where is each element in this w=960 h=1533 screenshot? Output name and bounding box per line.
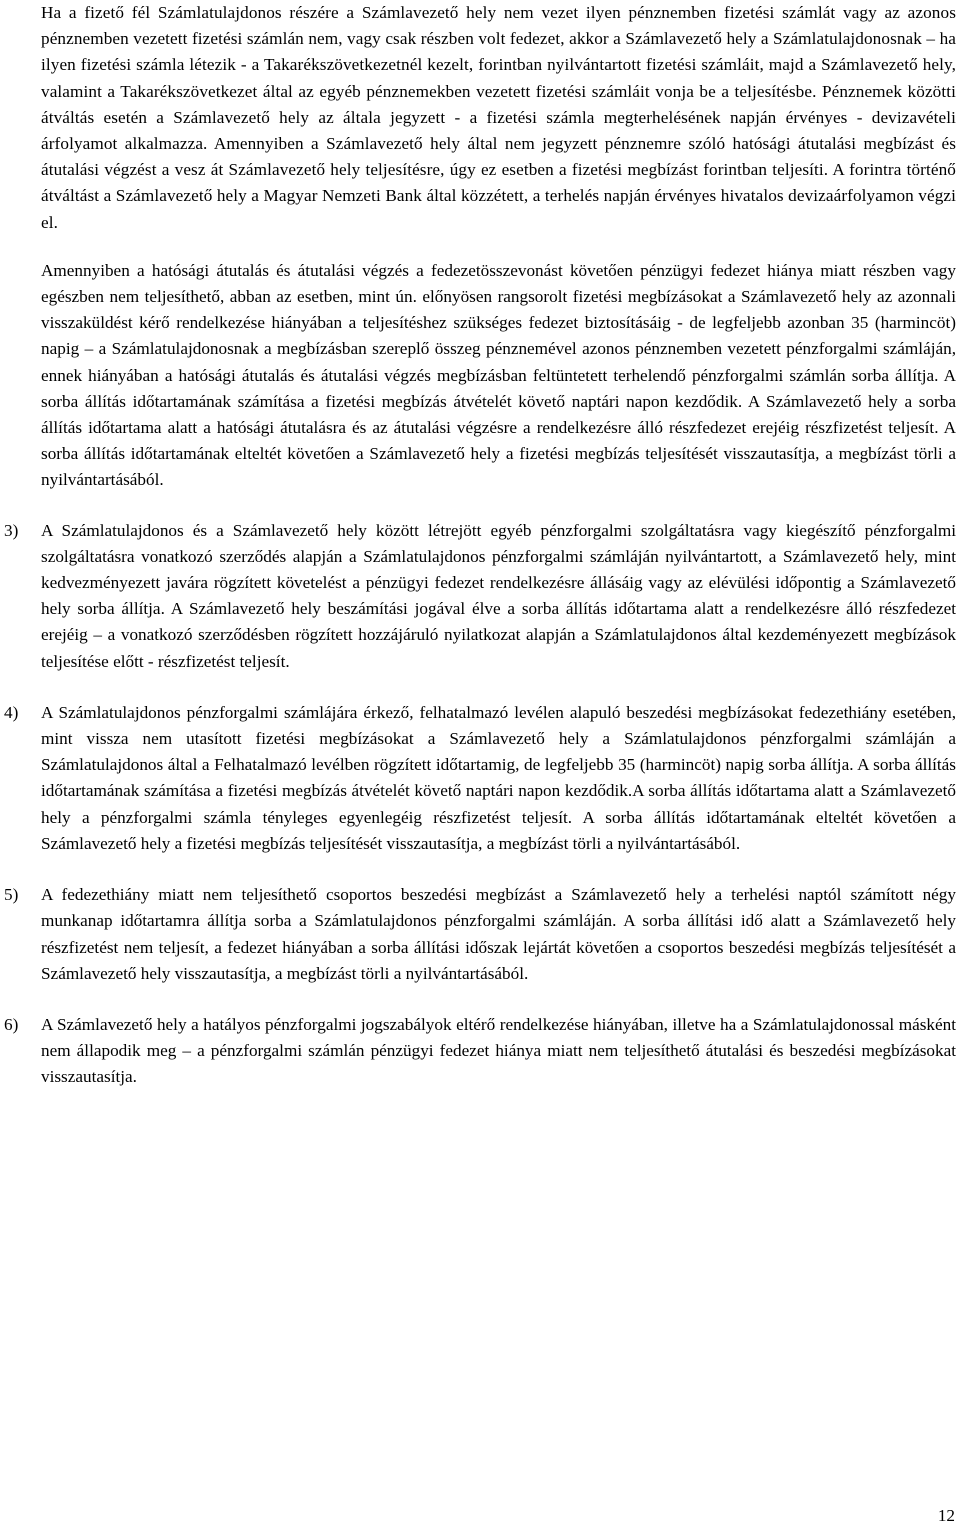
list-item xyxy=(4,518,956,675)
body-paragraph: Amennyiben a hatósági átutalás és átutalási végzés a fedezetösszevonást követően pénzügyi fedezet hiánya miatt részben vagy egészben nem teljesíthető, abban az esetben, mint ún. előnyösen rangsorolt fizetési megbízásokat a Számlavezető hely az azonnali visszaküldést kérő rendelkezése hiányában a teljesítéshez szükséges fedezet biztosításáig - de legfeljebb azonban 35 (harmincöt) napig – a Számlatulajdonosnak a megbízásban szereplő összeg pénznemével azonos pénznemben vezetett pénzforgalmi számláján, ennek hiányában a hatósági átutalás és átutalási végzés megbízásban feltüntetett terhelendő pénzforgalmi számlán sorba állítja. A sorba állítás időtartamának számítása a fizetési megbízás átvételét követő naptári napon kezdődik. A Számlavezető hely a sorba állítás időtartama alatt a hatósági átutalásra és az átutalási végzésre a rendelkezésre álló részfedezet erejéig részfizetést teljesít. A sorba állítás időtartamának elteltét követően a Számlavezető hely a fizetési megbízás teljesítését visszautasítja, a megbízást törli a nyilvántartásából. xyxy=(41,260,956,490)
page-number: 12 xyxy=(937,1506,955,1525)
list-item-text: A Számlatulajdonos és a Számlavezető hely között létrejött egyéb pénzforgalmi szolgáltatásra vagy kiegészítő pénzforgalmi szolgáltatásra vonatkozó szerződés alapján a Számlatulajdonos pénzforgalmi számláján nyilvántartott, a Számlavezető hely, mint kedvezményezett javára rögzített követelést a pénzügyi fedezet rendelkezésre állásáig vagy az elévülési időpontig a Számlavezető hely sorba állítja. A Számlavezető hely beszámítási jogával élve a sorba állítás időtartama alatt a rendelkezésre álló részfedezet erejéig – a vonatkozó szerződésben rögzített hozzájáruló nyilatkozat alapján a Számlatulajdonos által kezdeményezett megbízások teljesítése előtt - részfizetést teljesít. xyxy=(41,520,956,671)
body-paragraph: Ha a fizető fél Számlatulajdonos részére a Számlavezető hely nem vezet ilyen pénznemben fizetési számlát vagy az azonos pénznemben vezetett fizetési számlán nem, vagy csak részben volt fedezet, akkor a Számlavezető hely a Számlatulajdonosnak – ha ilyen fizetési számla létezik - a Takarékszövetkezetnél kezelt, forintban nyilvántartott fizetési számláit, majd a Számlavezető hely, valamint a Takarékszövetkezet által az egyéb pénznemekben vezetett fizetési számláit vonja be a teljesítésbe. Pénznemek közötti átváltás esetén a Számlavezető hely az általa jegyzett - a fizetési számla megterhelésének napján érvényes - devizavételi árfolyamot alkalmazza. Amennyiben a Számlavezető hely által nem jegyzett pénznemre szóló hatósági átutalási megbízást és átutalási végzést a vesz át Számlavezető hely teljesítésre, úgy ez esetben a fizetési megbízást forintban teljesíti. A forintra történő átváltást a Számlavezető hely a Magyar Nemzeti Bank által közzétett, a terhelés napján érvényes hivatalos devizaárfolyamon végzi el. xyxy=(41,3,956,232)
list-item-text: A Számlatulajdonos pénzforgalmi számlájára érkező, felhatalmazó levélen alapuló beszedési megbízásokat fedezethiány esetében, mint vissza nem utasított fizetési megbízásokat a Számlavezető hely a Számlatulajdonos pénzforgalmi számláján a Számlatulajdonos által a Felhatalmazó levélben rögzített időtartamig, de legfeljebb 35 (harmincöt) napig sorba állítja. A sorba állítás időtartamának számítása a fizetési megbízás átvételét követő naptári napon kezdődik.A sorba állítás időtartama alatt a Számlavezető hely a pénzforgalmi számla tényleges egyenlegéig részfizetést teljesít. A sorba állítás időtartamának elteltét követően a Számlavezető hely a fizetési megbízás teljesítését visszautasítja, a megbízást törli a nyilvántartásából. xyxy=(41,702,956,853)
list-item xyxy=(4,1012,956,1091)
list-item-number: 3) xyxy=(4,520,19,540)
list-item-text: A fedezethiány miatt nem teljesíthető csoportos beszedési megbízást a Számlavezető hely a terhelési naptól számított négy munkanap időtartamra állítja sorba a Számlatulajdonos pénzforgalmi számláján. A sorba állítási idő alatt a Számlavezető hely részfizetést nem teljesít, a fedezet hiányában a sorba állítási időszak lejártát követően a csoportos beszedési megbízás teljesítését a Számlavezető hely visszautasítja, a megbízást törli a nyilvántartásából. xyxy=(41,885,956,983)
list-item-text: A Számlavezető hely a hatályos pénzforgalmi jogszabályok eltérő rendelkezése hiányában, illetve ha a Számlatulajdonossal másként nem állapodik meg – a pénzforgalmi számlán pénzügyi fedezet hiánya miatt nem teljesíthető átutalási és beszedési megbízásokat visszautasítja. xyxy=(41,1014,956,1087)
list-item-number: 4) xyxy=(4,702,19,722)
list-item xyxy=(4,700,956,857)
list-item-number: 5) xyxy=(4,885,19,905)
list-item xyxy=(4,882,956,987)
document-page xyxy=(4,0,956,1091)
list-item-number: 6) xyxy=(4,1014,19,1034)
